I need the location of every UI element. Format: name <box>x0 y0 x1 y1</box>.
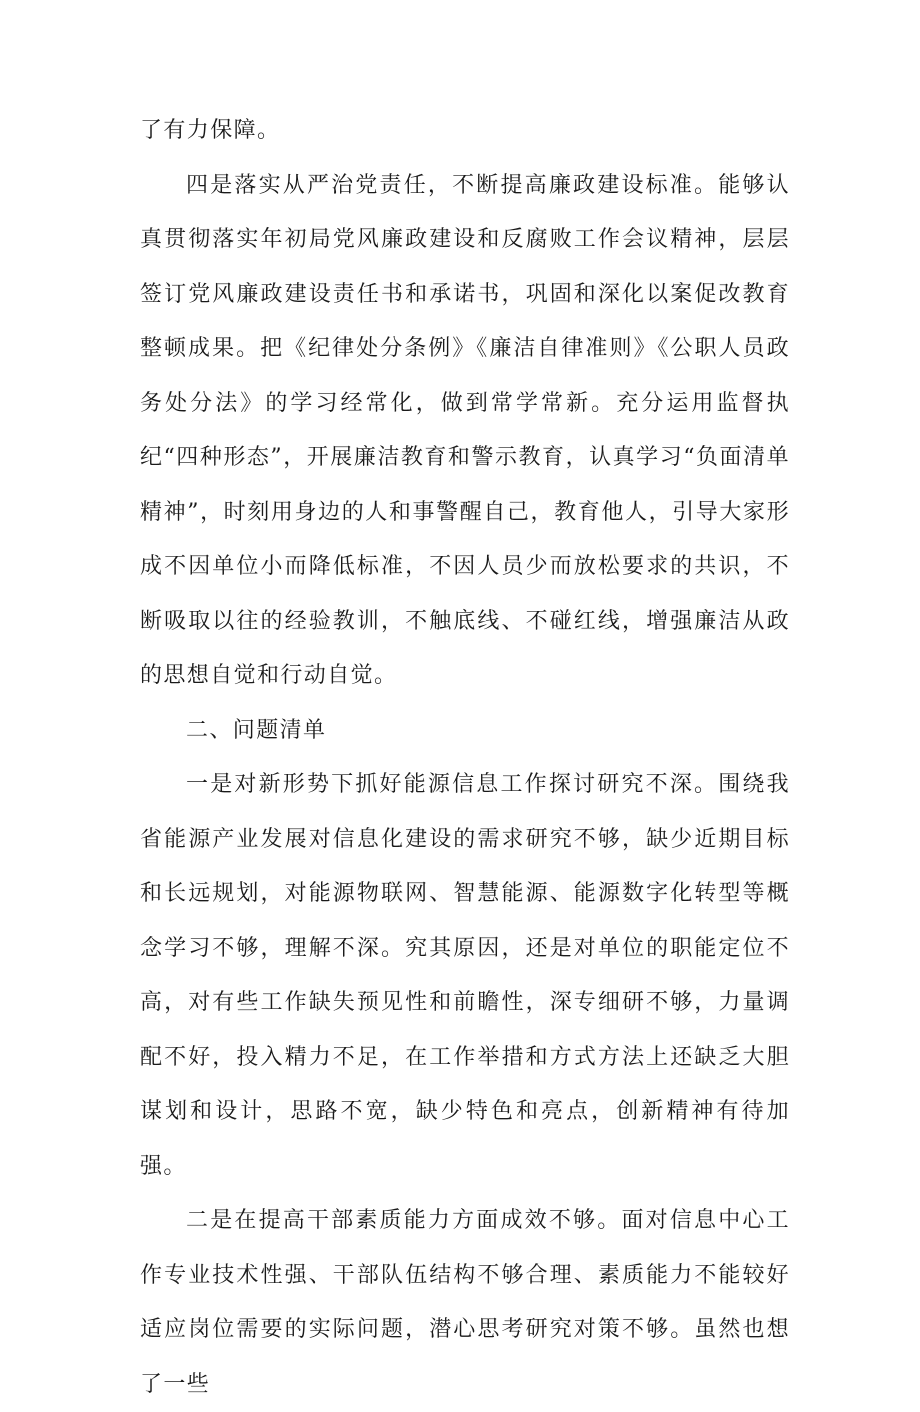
document-body <box>140 104 790 1412</box>
paragraph-problem-two: 二是在提高干部素质能力方面成效不够。面对信息中心工作专业技术性强、干部队伍结构不够合理、素质能力不能较好适应岗位需要的实际问题，潜心思考研究对策不够。虽然也想了一些 <box>140 1208 790 1397</box>
paragraph-problem-one: 一是对新形势下抓好能源信息工作探讨研究不深。围绕我省能源产业发展对信息化建设的需求研究不够，缺少近期目标和长远规划，对能源物联网、智慧能源、能源数字化转型等概念学习不够，理解不深。究其原因，还是对单位的职能定位不高，对有些工作缺失预见性和前瞻性，深专细研不够，力量调配不好，投入精力不足，在工作举措和方式方法上还缺乏大胆谋划和设计，思路不宽，缺少特色和亮点，创新精神有待加强。 <box>140 772 790 1179</box>
paragraph-item-four: 四是落实从严治党责任，不断提高廉政建设标准。能够认真贯彻落实年初局党风廉政建设和反腐败工作会议精神，层层签订党风廉政建设责任书和承诺书，巩固和深化以案促改教育整顿成果。把《纪律处分条例》《廉洁自律准则》《公职人员政务处分法》的学习经常化，做到常学常新。充分运用监督执纪“四种形态”，开展廉洁教育和警示教育，认真学习“负面清单精神”，时刻用身边的人和事警醒自己，教育他人，引导大家形成不因单位小而降低标准，不因人员少而放松要求的共识，不断吸取以往的经验教训，不触底线、不碰红线，增强廉洁从政的思想自觉和行动自觉。 <box>140 172 790 688</box>
section-heading-problem-list: 二、问题清单 <box>186 717 327 743</box>
paragraph-continuation: 了有力保障。 <box>140 118 281 143</box>
